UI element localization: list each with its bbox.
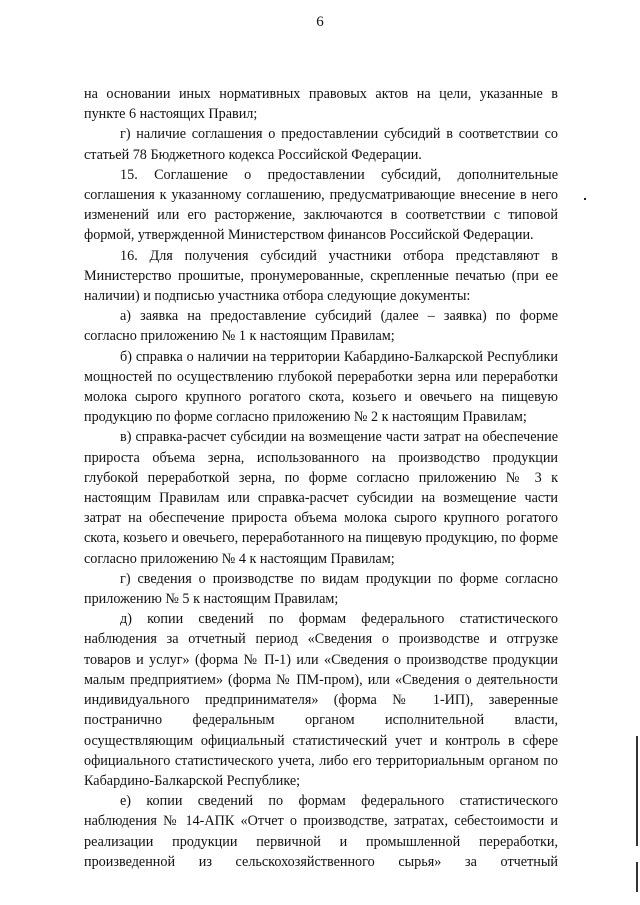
scan-edge-mark (636, 736, 638, 846)
paragraph-16: 16. Для получения субсидий участники отбора представляют в Министерство прошитые, пронумерованные, скрепленные печатью (при ее наличии) и подписью участника отбора следующие документы: (84, 247, 558, 305)
paragraph-item-g-agreement: г) наличие соглашения о предоставлении субсидий в соответствии со статьей 78 Бюджетного кодекса Российской Федерации. (84, 126, 558, 163)
paragraph-item-v: в) справка-расчет субсидии на возмещение части затрат на обеспечение прироста объема зерна, использованного на производство продукции глубокой переработкой зерна, по форме согласно приложению № 3 к настоящим Правилам или справка-расчет субсидии на возмещение части затрат на обеспечение прироста объема молока сырого крупного рогатого скота, козьего и овечьего, переработанного на пищевую продукцию, по форме согласно приложению № 4 к настоящим Правилам; (84, 429, 558, 567)
paragraph-item-b: б) справка о наличии на территории Кабардино-Балкарской Республики мощностей по осуществлению глубокой переработки зерна или переработки молока сырого крупного рогатого скота, козьего и овечьего на пищевую продукцию по форме согласно приложению № 2 к настоящим Правилам; (84, 348, 558, 426)
scan-speck (584, 198, 586, 200)
paragraph-item-d: д) копии сведений по формам федерального статистического наблюдения за отчетный период «Сведения о производстве и отгрузке товаров и услуг» (форма № П-1) или «Сведения о производстве продукции малым предприятием» (форма № ПМ-пром), или «Сведения о деятельности индивидуального предпринимателя» (форма № 1-ИП), заверенные постранично федеральным органом исполнительной власти, осуществляющим официальный статистический учет и контроль в сфере официального статистического учета, либо его территориальным органом по Кабардино-Балкарской Республике; (84, 611, 558, 789)
page-number: 6 (316, 14, 324, 30)
paragraph-item-e: е) копии сведений по формам федерального статистического наблюдения № 14-АПК «Отчет о производстве, затратах, себестоимости и реализации продукции первичной и промышленной переработки, произведенной из сельскохозяйственного сырья» за отчетный (84, 793, 558, 870)
paragraph-item-a: а) заявка на предоставление субсидий (далее – заявка) по форме согласно приложению № 1 к настоящим Правилам; (84, 308, 558, 345)
paragraph-item-g: г) сведения о производстве по видам продукции по форме согласно приложению № 5 к настоящим Правилам; (84, 570, 558, 608)
scan-edge-mark (636, 862, 638, 892)
paragraph-continuation: на основании иных нормативных правовых актов на цели, указанные в пункте 6 настоящих Правил; (84, 86, 558, 123)
paragraph-15: 15. Соглашение о предоставлении субсидий, дополнительные соглашения к указанному соглашению, предусматривающие внесение в него изменений или его расторжение, заключаются в соответствии с типовой формой, утвержденной Министерством финансов Российской Федерации. (84, 166, 558, 244)
document-body (84, 84, 558, 872)
